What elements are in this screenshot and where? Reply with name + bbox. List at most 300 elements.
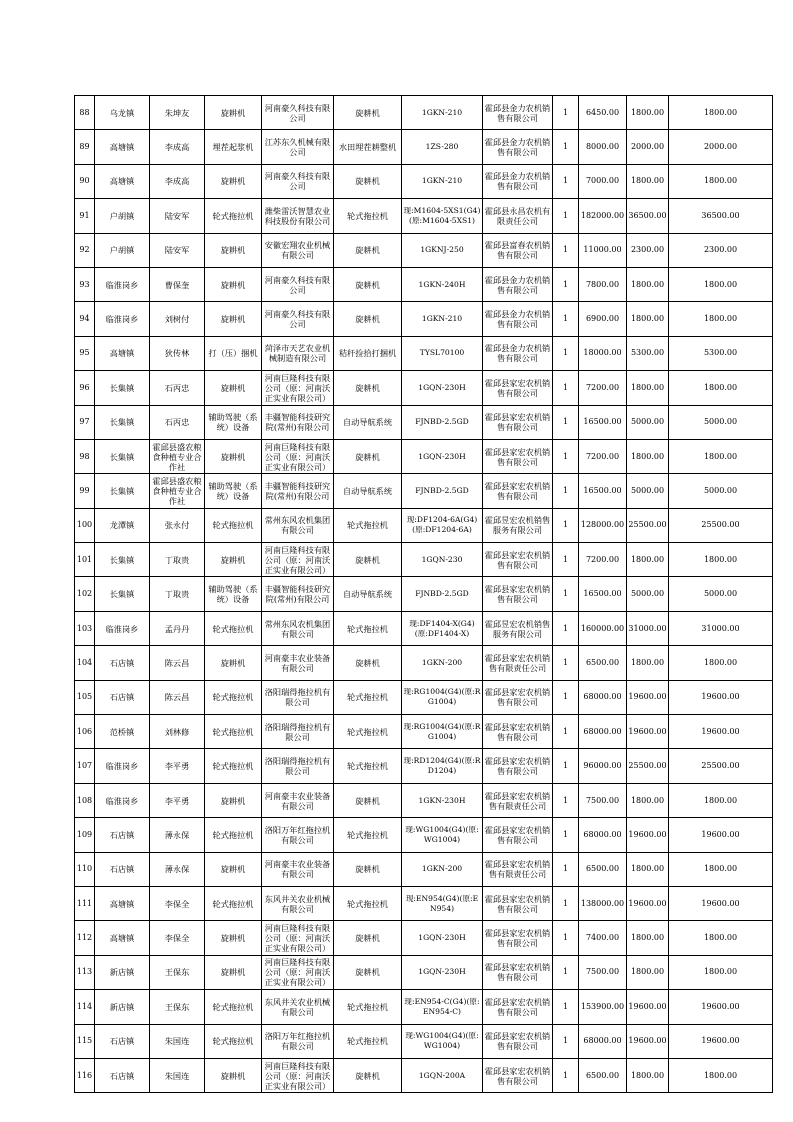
table-row	[75, 96, 773, 130]
subsidy-cell: 5000.00	[627, 474, 669, 508]
category-cell: 轮式拖拉机	[205, 1024, 262, 1058]
model-cell: 现:WG1004(G4)(原:WG1004)	[402, 1024, 483, 1058]
row-number-cell: 97	[75, 405, 95, 439]
row-number-cell: 109	[75, 818, 95, 852]
dealer-cell: 霍邱县家宏农机销售有限公司	[483, 439, 553, 473]
manufacturer-cell: 洛阳瑞得拖拉机有限公司	[262, 749, 334, 783]
item-name-cell: 轮式拖拉机	[334, 199, 402, 233]
row-number-cell: 112	[75, 921, 95, 955]
buyer-cell: 薄永保	[150, 818, 205, 852]
manufacturer-cell: 潍柴雷沃智慧农业科技股份有限公司	[262, 199, 334, 233]
category-cell: 轮式拖拉机	[205, 199, 262, 233]
row-number-cell: 113	[75, 955, 95, 989]
quantity-cell: 1	[553, 543, 579, 577]
item-name-cell: 旋耕机	[334, 921, 402, 955]
table-row	[75, 1024, 773, 1058]
model-cell: 现:RD1204(G4)(原:RD1204)	[402, 749, 483, 783]
table-row	[75, 715, 773, 749]
row-number-cell: 96	[75, 371, 95, 405]
model-cell: 1GKN-230H	[402, 783, 483, 817]
town-cell: 长集镇	[95, 543, 150, 577]
price-cell: 6450.00	[579, 96, 627, 130]
table-row	[75, 1058, 773, 1092]
price-cell: 6500.00	[579, 852, 627, 886]
subsidy-cell: 1800.00	[627, 267, 669, 301]
town-cell: 长集镇	[95, 577, 150, 611]
table-row	[75, 267, 773, 301]
total-subsidy-cell: 36500.00	[669, 199, 773, 233]
manufacturer-cell: 河南豪久科技有限公司	[262, 302, 334, 336]
total-subsidy-cell: 1800.00	[669, 543, 773, 577]
manufacturer-cell: 洛阳万年红拖拉机有限公司	[262, 818, 334, 852]
price-cell: 7200.00	[579, 371, 627, 405]
dealer-cell: 霍邱县家宏农机销售有限公司	[483, 371, 553, 405]
category-cell: 轮式拖拉机	[205, 680, 262, 714]
price-cell: 153900.00	[579, 990, 627, 1024]
manufacturer-cell: 河南巨隆科技有限公司（原：河南沃正实业有限公司）	[262, 955, 334, 989]
dealer-cell: 霍邱昱宏农机销售服务有限公司	[483, 508, 553, 542]
quantity-cell: 1	[553, 818, 579, 852]
town-cell: 新店镇	[95, 955, 150, 989]
town-cell: 石店镇	[95, 646, 150, 680]
row-number-cell: 91	[75, 199, 95, 233]
price-cell: 160000.00	[579, 611, 627, 645]
price-cell: 16500.00	[579, 474, 627, 508]
manufacturer-cell: 常州东风农机集团有限公司	[262, 508, 334, 542]
price-cell: 7500.00	[579, 783, 627, 817]
quantity-cell: 1	[553, 611, 579, 645]
table-row	[75, 646, 773, 680]
row-number-cell: 107	[75, 749, 95, 783]
price-cell: 11000.00	[579, 233, 627, 267]
subsidy-cell: 1800.00	[627, 543, 669, 577]
model-cell: FJNBD-2.5GD	[402, 474, 483, 508]
table-row	[75, 199, 773, 233]
table-row	[75, 336, 773, 370]
row-number-cell: 104	[75, 646, 95, 680]
subsidy-cell: 36500.00	[627, 199, 669, 233]
town-cell: 临淮岗乡	[95, 611, 150, 645]
quantity-cell: 1	[553, 955, 579, 989]
quantity-cell: 1	[553, 199, 579, 233]
dealer-cell: 霍邱县家宏农机销售有限公司	[483, 715, 553, 749]
manufacturer-cell: 东风井关农业机械有限公司	[262, 990, 334, 1024]
price-cell: 7400.00	[579, 921, 627, 955]
town-cell: 高塘镇	[95, 886, 150, 920]
row-number-cell: 89	[75, 130, 95, 164]
total-subsidy-cell: 1800.00	[669, 302, 773, 336]
subsidy-cell: 19600.00	[627, 715, 669, 749]
category-cell: 埋茬起浆机	[205, 130, 262, 164]
manufacturer-cell: 河南巨隆科技有限公司（原：河南沃正实业有限公司）	[262, 1058, 334, 1092]
dealer-cell: 霍邱县家宏农机销售有限公司	[483, 405, 553, 439]
buyer-cell: 薄永保	[150, 852, 205, 886]
dealer-cell: 霍邱县永昌农机有限责任公司	[483, 199, 553, 233]
row-number-cell: 114	[75, 990, 95, 1024]
manufacturer-cell: 河南豪久科技有限公司	[262, 164, 334, 198]
category-cell: 旋耕机	[205, 439, 262, 473]
total-subsidy-cell: 5300.00	[669, 336, 773, 370]
manufacturer-cell: 洛阳万年红拖拉机有限公司	[262, 1024, 334, 1058]
manufacturer-cell: 河南巨隆科技有限公司（原：河南沃正实业有限公司）	[262, 921, 334, 955]
dealer-cell: 霍邱县富春农机销售有限公司	[483, 233, 553, 267]
category-cell: 旋耕机	[205, 921, 262, 955]
model-cell: 1GKN-210	[402, 164, 483, 198]
dealer-cell: 霍邱县家宏农机销售有限责任公司	[483, 852, 553, 886]
item-name-cell: 旋耕机	[334, 164, 402, 198]
row-number-cell: 106	[75, 715, 95, 749]
table-row	[75, 233, 773, 267]
table-body	[75, 96, 773, 1093]
subsidy-cell: 1800.00	[627, 302, 669, 336]
model-cell: 1GKN-210	[402, 302, 483, 336]
town-cell: 龙潭镇	[95, 508, 150, 542]
price-cell: 7800.00	[579, 267, 627, 301]
dealer-cell: 霍邱县金力农机销售有限公司	[483, 302, 553, 336]
quantity-cell: 1	[553, 474, 579, 508]
town-cell: 长集镇	[95, 474, 150, 508]
row-number-cell: 93	[75, 267, 95, 301]
table-row	[75, 886, 773, 920]
row-number-cell: 95	[75, 336, 95, 370]
category-cell: 旋耕机	[205, 96, 262, 130]
price-cell: 128000.00	[579, 508, 627, 542]
item-name-cell: 轮式拖拉机	[334, 990, 402, 1024]
row-number-cell: 99	[75, 474, 95, 508]
town-cell: 乌龙镇	[95, 96, 150, 130]
price-cell: 96000.00	[579, 749, 627, 783]
subsidy-cell: 1800.00	[627, 955, 669, 989]
total-subsidy-cell: 31000.00	[669, 611, 773, 645]
buyer-cell: 丁取贵	[150, 543, 205, 577]
total-subsidy-cell: 25500.00	[669, 749, 773, 783]
subsidy-cell: 5300.00	[627, 336, 669, 370]
manufacturer-cell: 河南巨隆科技有限公司（原：河南沃正实业有限公司）	[262, 543, 334, 577]
quantity-cell: 1	[553, 371, 579, 405]
model-cell: 1GQN-230H	[402, 921, 483, 955]
category-cell: 轮式拖拉机	[205, 990, 262, 1024]
item-name-cell: 轮式拖拉机	[334, 886, 402, 920]
subsidy-cell: 19600.00	[627, 990, 669, 1024]
total-subsidy-cell: 25500.00	[669, 508, 773, 542]
category-cell: 轮式拖拉机	[205, 749, 262, 783]
quantity-cell: 1	[553, 439, 579, 473]
category-cell: 轮式拖拉机	[205, 886, 262, 920]
item-name-cell: 旋耕机	[334, 852, 402, 886]
price-cell: 7200.00	[579, 439, 627, 473]
dealer-cell: 霍邱县家宏农机销售有限责任公司	[483, 783, 553, 817]
town-cell: 石店镇	[95, 1058, 150, 1092]
row-number-cell: 108	[75, 783, 95, 817]
table-row	[75, 783, 773, 817]
town-cell: 临淮岗乡	[95, 302, 150, 336]
quantity-cell: 1	[553, 302, 579, 336]
total-subsidy-cell: 5000.00	[669, 577, 773, 611]
buyer-cell: 陈云昌	[150, 646, 205, 680]
buyer-cell: 孟丹丹	[150, 611, 205, 645]
town-cell: 高塘镇	[95, 921, 150, 955]
buyer-cell: 丁取贵	[150, 577, 205, 611]
table-row	[75, 302, 773, 336]
town-cell: 高塘镇	[95, 336, 150, 370]
quantity-cell: 1	[553, 990, 579, 1024]
item-name-cell: 秸秆捡拾打捆机	[334, 336, 402, 370]
town-cell: 石店镇	[95, 852, 150, 886]
category-cell: 旋耕机	[205, 646, 262, 680]
buyer-cell: 李平勇	[150, 783, 205, 817]
dealer-cell: 霍邱县金力农机销售有限公司	[483, 96, 553, 130]
category-cell: 旋耕机	[205, 783, 262, 817]
dealer-cell: 霍邱县金力农机销售有限公司	[483, 164, 553, 198]
manufacturer-cell: 常州东风农机集团有限公司	[262, 611, 334, 645]
town-cell: 长集镇	[95, 405, 150, 439]
subsidy-cell: 1800.00	[627, 96, 669, 130]
manufacturer-cell: 菏泽市天艺农业机械制造有限公司	[262, 336, 334, 370]
quantity-cell: 1	[553, 783, 579, 817]
dealer-cell: 霍邱县家宏农机销售有限公司	[483, 749, 553, 783]
table-row	[75, 921, 773, 955]
row-number-cell: 105	[75, 680, 95, 714]
manufacturer-cell: 河南豪丰农业装备有限公司	[262, 783, 334, 817]
subsidy-cell: 19600.00	[627, 1024, 669, 1058]
town-cell: 临淮岗乡	[95, 749, 150, 783]
item-name-cell: 自动导航系统	[334, 474, 402, 508]
manufacturer-cell: 东风井关农业机械有限公司	[262, 886, 334, 920]
manufacturer-cell: 河南豪久科技有限公司	[262, 267, 334, 301]
subsidy-table	[74, 95, 773, 1093]
total-subsidy-cell: 5000.00	[669, 474, 773, 508]
model-cell: 现:DF1204-6A(G4)(原:DF1204-6A)	[402, 508, 483, 542]
buyer-cell: 李成高	[150, 130, 205, 164]
quantity-cell: 1	[553, 646, 579, 680]
price-cell: 68000.00	[579, 818, 627, 852]
dealer-cell: 霍邱县家宏农机销售有限公司	[483, 921, 553, 955]
dealer-cell: 霍邱县家宏农机销售有限公司	[483, 955, 553, 989]
subsidy-cell: 1800.00	[627, 921, 669, 955]
subsidy-cell: 5000.00	[627, 405, 669, 439]
town-cell: 石店镇	[95, 1024, 150, 1058]
item-name-cell: 轮式拖拉机	[334, 749, 402, 783]
category-cell: 轮式拖拉机	[205, 611, 262, 645]
table-row	[75, 577, 773, 611]
row-number-cell: 115	[75, 1024, 95, 1058]
buyer-cell: 陆安军	[150, 233, 205, 267]
dealer-cell: 霍邱县家宏农机销售有限公司	[483, 1024, 553, 1058]
quantity-cell: 1	[553, 336, 579, 370]
buyer-cell: 王保东	[150, 955, 205, 989]
subsidy-cell: 1800.00	[627, 783, 669, 817]
row-number-cell: 110	[75, 852, 95, 886]
model-cell: FJNBD-2.5GD	[402, 577, 483, 611]
model-cell: 现:DF1404-X(G4)(原:DF1404-X)	[402, 611, 483, 645]
total-subsidy-cell: 1800.00	[669, 267, 773, 301]
item-name-cell: 旋耕机	[334, 96, 402, 130]
category-cell: 轮式拖拉机	[205, 508, 262, 542]
dealer-cell: 霍邱县金力农机销售有限公司	[483, 130, 553, 164]
model-cell: FJNBD-2.5GD	[402, 405, 483, 439]
model-cell: 1GKN-240H	[402, 267, 483, 301]
model-cell: 现:RG1004(G4)(原:RG1004)	[402, 715, 483, 749]
total-subsidy-cell: 1800.00	[669, 1058, 773, 1092]
quantity-cell: 1	[553, 577, 579, 611]
item-name-cell: 旋耕机	[334, 233, 402, 267]
town-cell: 长集镇	[95, 439, 150, 473]
item-name-cell: 自动导航系统	[334, 577, 402, 611]
item-name-cell: 水田埋茬耕整机	[334, 130, 402, 164]
model-cell: 现:WG1004(G4)(原:WG1004)	[402, 818, 483, 852]
category-cell: 旋耕机	[205, 267, 262, 301]
subsidy-cell: 25500.00	[627, 749, 669, 783]
quantity-cell: 1	[553, 886, 579, 920]
subsidy-cell: 1800.00	[627, 852, 669, 886]
item-name-cell: 自动导航系统	[334, 405, 402, 439]
subsidy-cell: 1800.00	[627, 646, 669, 680]
buyer-cell: 刘林修	[150, 715, 205, 749]
category-cell: 辅助驾驶（系统）设备	[205, 405, 262, 439]
quantity-cell: 1	[553, 852, 579, 886]
total-subsidy-cell: 1800.00	[669, 955, 773, 989]
table-row	[75, 955, 773, 989]
price-cell: 16500.00	[579, 577, 627, 611]
model-cell: 现:M1604-5XS1(G4)(原:M1604-5XS1)	[402, 199, 483, 233]
category-cell: 旋耕机	[205, 164, 262, 198]
table-row	[75, 508, 773, 542]
item-name-cell: 轮式拖拉机	[334, 508, 402, 542]
total-subsidy-cell: 1800.00	[669, 921, 773, 955]
town-cell: 石店镇	[95, 680, 150, 714]
item-name-cell: 旋耕机	[334, 955, 402, 989]
town-cell: 石店镇	[95, 818, 150, 852]
manufacturer-cell: 洛阳瑞得拖拉机有限公司	[262, 715, 334, 749]
quantity-cell: 1	[553, 680, 579, 714]
buyer-cell: 陆安军	[150, 199, 205, 233]
item-name-cell: 轮式拖拉机	[334, 680, 402, 714]
item-name-cell: 旋耕机	[334, 1058, 402, 1092]
row-number-cell: 102	[75, 577, 95, 611]
buyer-cell: 刘树付	[150, 302, 205, 336]
model-cell: 1ZS-280	[402, 130, 483, 164]
buyer-cell: 朱国连	[150, 1058, 205, 1092]
total-subsidy-cell: 19600.00	[669, 680, 773, 714]
quantity-cell: 1	[553, 96, 579, 130]
row-number-cell: 92	[75, 233, 95, 267]
category-cell: 旋耕机	[205, 543, 262, 577]
buyer-cell: 陈云昌	[150, 680, 205, 714]
buyer-cell: 张永付	[150, 508, 205, 542]
table-row	[75, 130, 773, 164]
total-subsidy-cell: 2000.00	[669, 130, 773, 164]
subsidy-cell: 1800.00	[627, 371, 669, 405]
dealer-cell: 霍邱昱宏农机销售服务有限公司	[483, 611, 553, 645]
row-number-cell: 94	[75, 302, 95, 336]
total-subsidy-cell: 19600.00	[669, 1024, 773, 1058]
row-number-cell: 101	[75, 543, 95, 577]
item-name-cell: 轮式拖拉机	[334, 1024, 402, 1058]
table-row	[75, 371, 773, 405]
manufacturer-cell: 洛阳瑞得拖拉机有限公司	[262, 680, 334, 714]
quantity-cell: 1	[553, 267, 579, 301]
dealer-cell: 霍邱县家宏农机销售有限公司	[483, 886, 553, 920]
manufacturer-cell: 河南巨隆科技有限公司（原：河南沃正实业有限公司）	[262, 439, 334, 473]
item-name-cell: 旋耕机	[334, 783, 402, 817]
subsidy-cell: 19600.00	[627, 886, 669, 920]
row-number-cell: 116	[75, 1058, 95, 1092]
buyer-cell: 王保东	[150, 990, 205, 1024]
subsidy-cell: 19600.00	[627, 680, 669, 714]
total-subsidy-cell: 19600.00	[669, 818, 773, 852]
total-subsidy-cell: 1800.00	[669, 439, 773, 473]
model-cell: 1GKNJ-250	[402, 233, 483, 267]
dealer-cell: 霍邱县金力农机销售有限公司	[483, 336, 553, 370]
manufacturer-cell: 江苏东久机械有限公司	[262, 130, 334, 164]
item-name-cell: 轮式拖拉机	[334, 818, 402, 852]
town-cell: 临淮岗乡	[95, 783, 150, 817]
item-name-cell: 旋耕机	[334, 302, 402, 336]
table-row	[75, 852, 773, 886]
table-row	[75, 818, 773, 852]
buyer-cell: 曹保奎	[150, 267, 205, 301]
quantity-cell: 1	[553, 130, 579, 164]
town-cell: 长集镇	[95, 371, 150, 405]
category-cell: 旋耕机	[205, 233, 262, 267]
buyer-cell: 霍邱县盛农粮食种植专业合作社	[150, 439, 205, 473]
price-cell: 6900.00	[579, 302, 627, 336]
item-name-cell: 旋耕机	[334, 371, 402, 405]
buyer-cell: 石丙忠	[150, 371, 205, 405]
quantity-cell: 1	[553, 233, 579, 267]
item-name-cell: 旋耕机	[334, 439, 402, 473]
price-cell: 8000.00	[579, 130, 627, 164]
subsidy-cell: 1800.00	[627, 439, 669, 473]
manufacturer-cell: 安徽宏翔农业机械有限公司	[262, 233, 334, 267]
dealer-cell: 霍邱县家宏农机销售有限公司	[483, 990, 553, 1024]
item-name-cell: 轮式拖拉机	[334, 611, 402, 645]
manufacturer-cell: 丰疆智能科技研究院(常州)有限公司	[262, 474, 334, 508]
table-row	[75, 749, 773, 783]
model-cell: 现:RG1004(G4)(原:RG1004)	[402, 680, 483, 714]
row-number-cell: 90	[75, 164, 95, 198]
buyer-cell: 狄传林	[150, 336, 205, 370]
subsidy-cell: 1800.00	[627, 1058, 669, 1092]
manufacturer-cell: 河南豪久科技有限公司	[262, 96, 334, 130]
category-cell: 旋耕机	[205, 955, 262, 989]
category-cell: 旋耕机	[205, 371, 262, 405]
price-cell: 68000.00	[579, 1024, 627, 1058]
price-cell: 68000.00	[579, 680, 627, 714]
subsidy-cell: 2000.00	[627, 130, 669, 164]
quantity-cell: 1	[553, 1058, 579, 1092]
quantity-cell: 1	[553, 508, 579, 542]
town-cell: 高塘镇	[95, 130, 150, 164]
model-cell: 现:EN954-C(G4)(原:EN954-C)	[402, 990, 483, 1024]
total-subsidy-cell: 1800.00	[669, 783, 773, 817]
model-cell: 1GKN-200	[402, 646, 483, 680]
row-number-cell: 88	[75, 96, 95, 130]
price-cell: 6500.00	[579, 1058, 627, 1092]
table-row	[75, 611, 773, 645]
total-subsidy-cell: 1800.00	[669, 96, 773, 130]
total-subsidy-cell: 2300.00	[669, 233, 773, 267]
table-row	[75, 164, 773, 198]
item-name-cell: 轮式拖拉机	[334, 715, 402, 749]
dealer-cell: 霍邱县家宏农机销售有限公司	[483, 577, 553, 611]
row-number-cell: 103	[75, 611, 95, 645]
subsidy-cell: 31000.00	[627, 611, 669, 645]
category-cell: 旋耕机	[205, 1058, 262, 1092]
total-subsidy-cell: 5000.00	[669, 405, 773, 439]
town-cell: 临淮岗乡	[95, 267, 150, 301]
manufacturer-cell: 丰疆智能科技研究院(常州)有限公司	[262, 577, 334, 611]
